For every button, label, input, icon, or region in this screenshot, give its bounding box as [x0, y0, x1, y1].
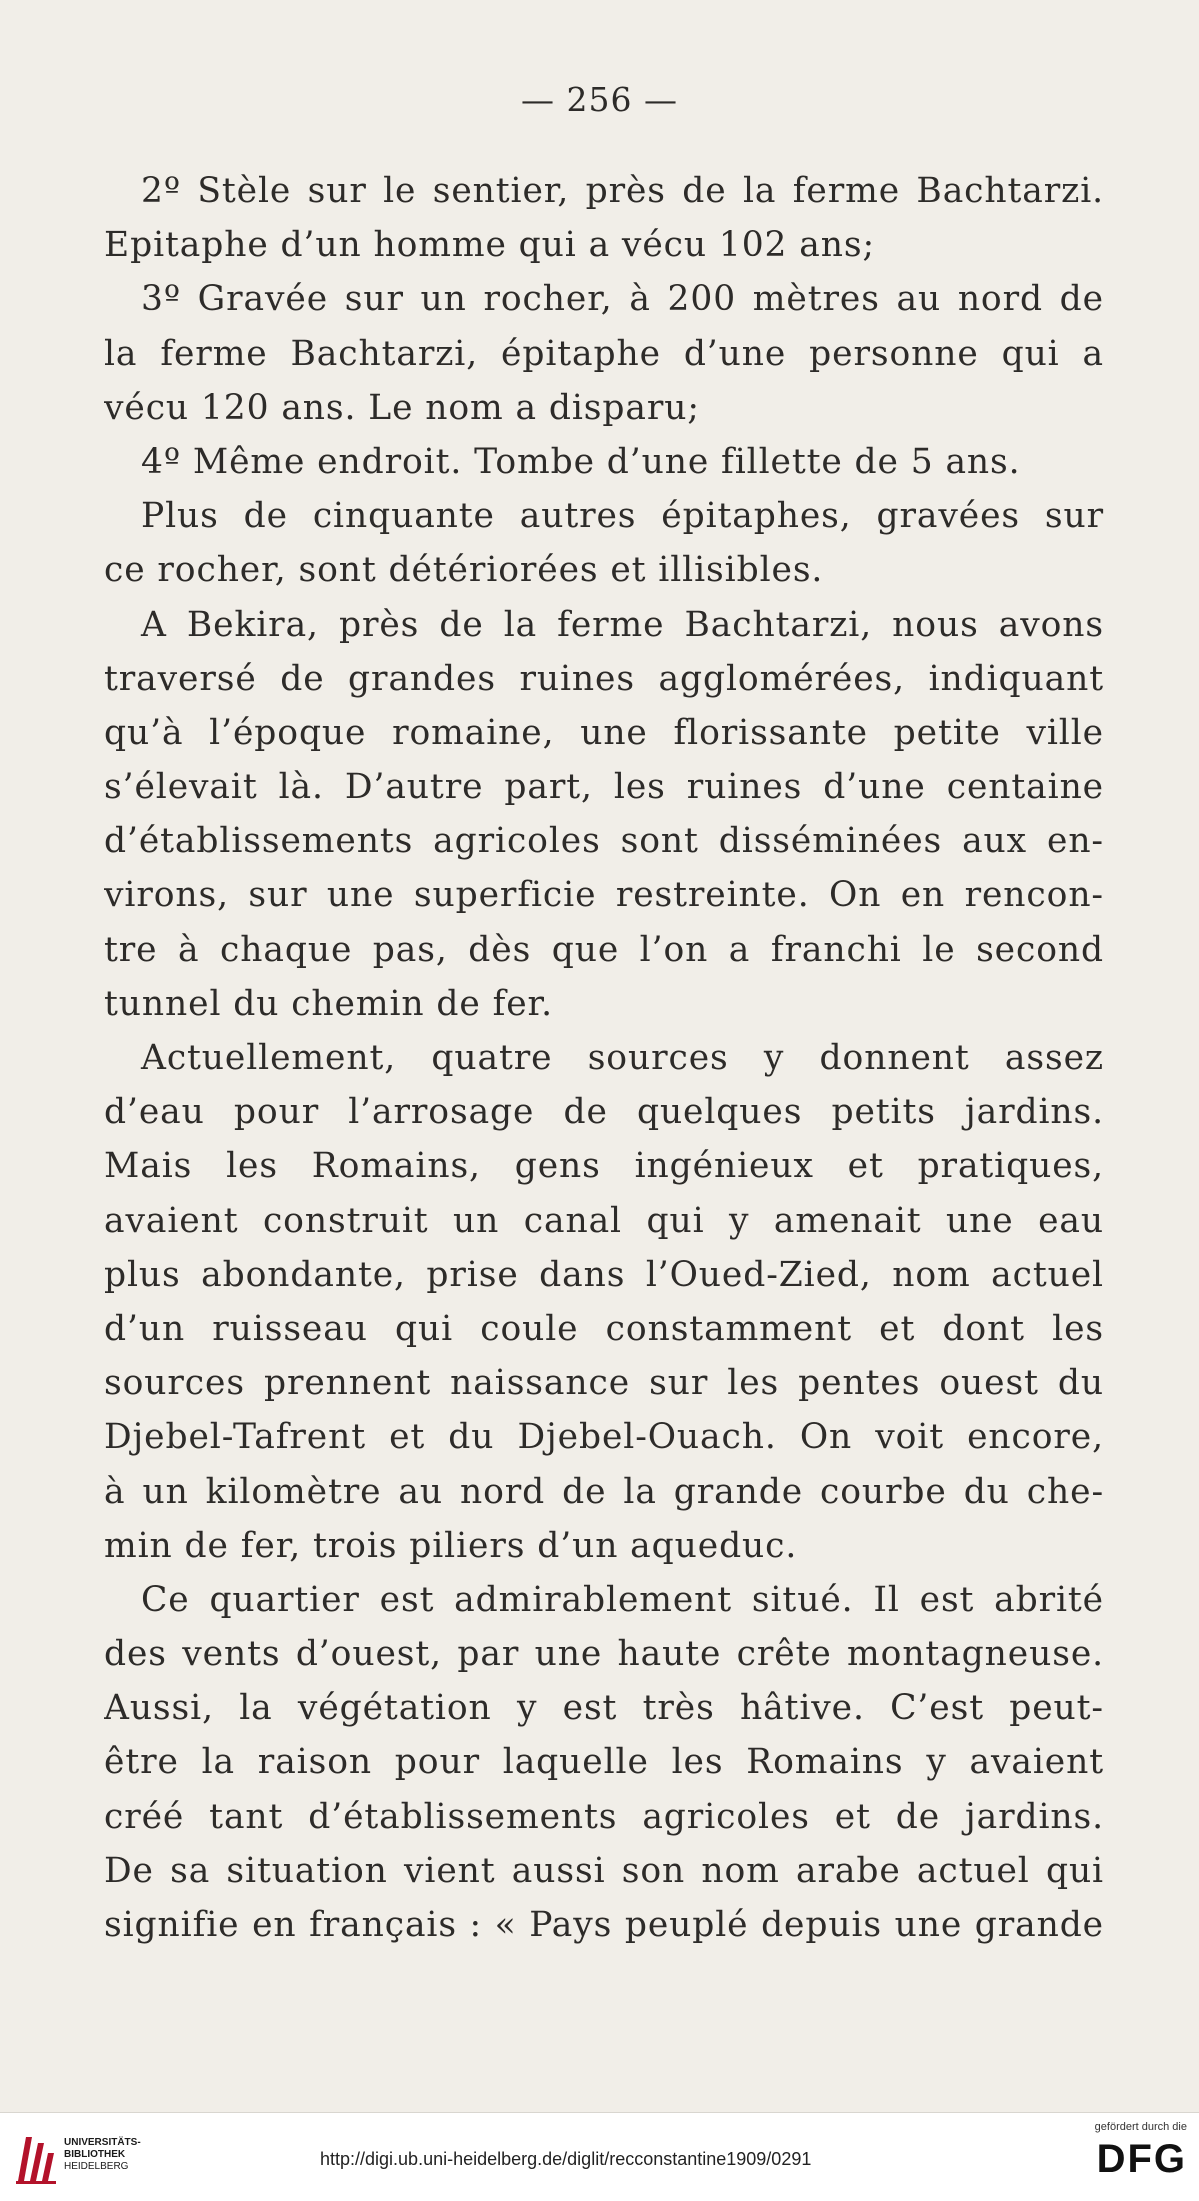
text-line: 4º Même endroit. Tombe d’une fillette de 5 ans.	[141, 441, 1021, 482]
funding-label: gefördert durch die	[1094, 2121, 1187, 2133]
text-line: des vents d’ouest, par une haute crête montagneuse.	[104, 1634, 1104, 1675]
viewer-footer	[0, 2112, 1199, 2201]
page-number: — 256 —	[521, 80, 678, 119]
text-line: 3º Gravée sur un rocher, à 200 mètres au nord de	[141, 279, 1104, 320]
text-line: être la raison pour laquelle les Romains y avaient	[104, 1742, 1104, 1783]
page-body-text	[104, 164, 1104, 1952]
text-line: sources prennent naissance sur les pentes ouest du	[104, 1363, 1104, 1404]
funding-credit	[1057, 2121, 1187, 2181]
text-line: traversé de grandes ruines agglomérées, indiquant	[104, 658, 1104, 699]
text-line: tre à chaque pas, dès que l’on a franchi le second	[104, 929, 1104, 970]
library-name-line-1: UNIVERSITÄTS-	[64, 2137, 141, 2148]
text-line: à un kilomètre au nord de la grande courbe du che-	[104, 1471, 1104, 1512]
text-line: d’eau pour l’arrosage de quelques petits jardins.	[104, 1092, 1104, 1133]
university-library-logo-icon	[12, 2129, 58, 2187]
text-line: créé tant d’établissements agricoles et de jardins.	[104, 1796, 1104, 1837]
text-line: Ce quartier est admirablement situé. Il est abrité	[141, 1579, 1104, 1620]
text-line: d’établissements agricoles sont disséminées aux en-	[104, 821, 1104, 862]
text-line: plus abondante, prise dans l’Oued-Zied, nom actuel	[104, 1254, 1104, 1295]
text-line: Mais les Romains, gens ingénieux et pratiques,	[104, 1146, 1104, 1187]
library-name-line-2: BIBLIOTHEK	[64, 2149, 126, 2160]
text-line: 2º Stèle sur le sentier, près de la ferme Bachtarzi.	[141, 171, 1104, 211]
text-line: s’élevait là. D’autre part, les ruines d’une centaine	[104, 767, 1104, 808]
text-line: min de fer, trois piliers d’un aqueduc.	[104, 1525, 798, 1566]
text-line: Aussi, la végétation y est très hâtive. C’est peut-	[104, 1688, 1104, 1729]
text-line: tunnel du chemin de fer.	[104, 983, 554, 1024]
text-line: ce rocher, sont détériorées et illisibles.	[104, 550, 824, 591]
text-line: Actuellement, quatre sources y donnent assez	[141, 1038, 1104, 1078]
text-line: A Bekira, près de la ferme Bachtarzi, nous avons	[141, 604, 1104, 645]
dfg-logo: DFG	[1096, 2137, 1187, 2181]
text-line: signifie en français : « Pays peuplé depuis une grande	[104, 1905, 1104, 1945]
text-line: la ferme Bachtarzi, épitaphe d’une personne qui a	[104, 333, 1104, 374]
text-line: Djebel-Tafrent et du Djebel-Ouach. On voit encore,	[104, 1417, 1104, 1458]
library-name	[64, 2137, 141, 2173]
text-line: qu’à l’époque romaine, une florissante petite ville	[104, 712, 1104, 753]
library-name-line-3: HEIDELBERG	[64, 2161, 129, 2172]
text-line: vécu 120 ans. Le nom a disparu;	[104, 387, 700, 428]
text-line: Epitaphe d’un homme qui a vécu 102 ans;	[104, 225, 875, 266]
text-line: Plus de cinquante autres épitaphes, gravées sur	[141, 496, 1104, 537]
text-line: d’un ruisseau qui coule constamment et dont les	[104, 1308, 1104, 1349]
text-line: De sa situation vient aussi son nom arabe actuel qui	[104, 1850, 1104, 1891]
permalink-url[interactable]: http://digi.ub.uni-heidelberg.de/diglit/recconstantine1909/0291	[320, 2149, 812, 2169]
text-line: avaient construit un canal qui y amenait une eau	[104, 1200, 1104, 1241]
text-line: virons, sur une superficie restreinte. On en rencon-	[104, 875, 1104, 916]
